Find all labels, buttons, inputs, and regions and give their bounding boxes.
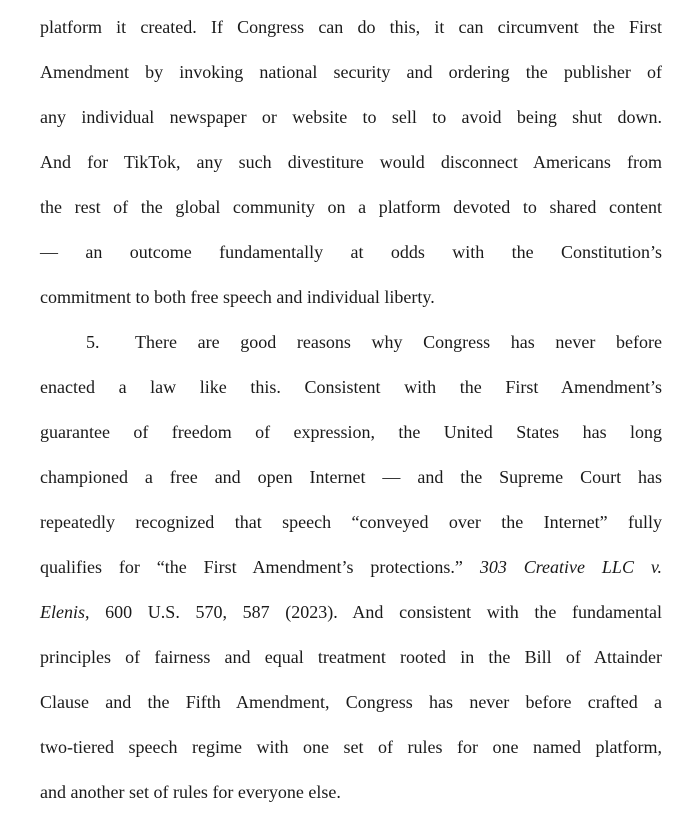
text-line: enacted a law like this. Consistent with the First Amendment’s bbox=[40, 377, 662, 397]
text-line: platform it created. If Congress can do this, it can circumvent the First bbox=[40, 17, 662, 37]
text-line: guarantee of freedom of expression, the United States has long bbox=[40, 422, 662, 442]
text-line: And for TikTok, any such divestiture would disconnect Americans from bbox=[40, 152, 662, 172]
text-line: any individual newspaper or website to sell to avoid being shut down. bbox=[40, 107, 662, 127]
text-line: Amendment by invoking national security and ordering the publisher of bbox=[40, 62, 662, 82]
text-line: two-tiered speech regime with one set of rules for one named platform, bbox=[40, 737, 662, 757]
text-line: the rest of the global community on a platform devoted to shared content bbox=[40, 197, 662, 217]
text-line: championed a free and open Internet — and the Supreme Court has bbox=[40, 467, 662, 487]
text-line: principles of fairness and equal treatment rooted in the Bill of Attainder bbox=[40, 647, 662, 667]
text-segment: , 600 U.S. 570, 587 (2023). And consistent with the fundamental bbox=[85, 602, 662, 622]
text-line: commitment to both free speech and individual liberty. bbox=[40, 287, 435, 307]
paragraph-5-first-line bbox=[86, 331, 662, 353]
text-line bbox=[40, 601, 662, 623]
text-line: repeatedly recognized that speech “conveyed over the Internet” fully bbox=[40, 512, 662, 532]
case-citation: 303 Creative LLC v. bbox=[479, 557, 662, 577]
case-citation: Elenis bbox=[40, 602, 85, 622]
text-line: and another set of rules for everyone else. bbox=[40, 782, 341, 802]
text-line: Clause and the Fifth Amendment, Congress has never before crafted a bbox=[40, 692, 662, 712]
text-line: — an outcome fundamentally at odds with the Constitution’s bbox=[40, 242, 662, 262]
text-line: There are good reasons why Congress has never before bbox=[135, 332, 662, 352]
paragraph-number: 5. bbox=[86, 332, 100, 352]
text-segment: qualifies for “the First Amendment’s protections.” bbox=[40, 557, 480, 577]
text-line bbox=[40, 556, 662, 578]
